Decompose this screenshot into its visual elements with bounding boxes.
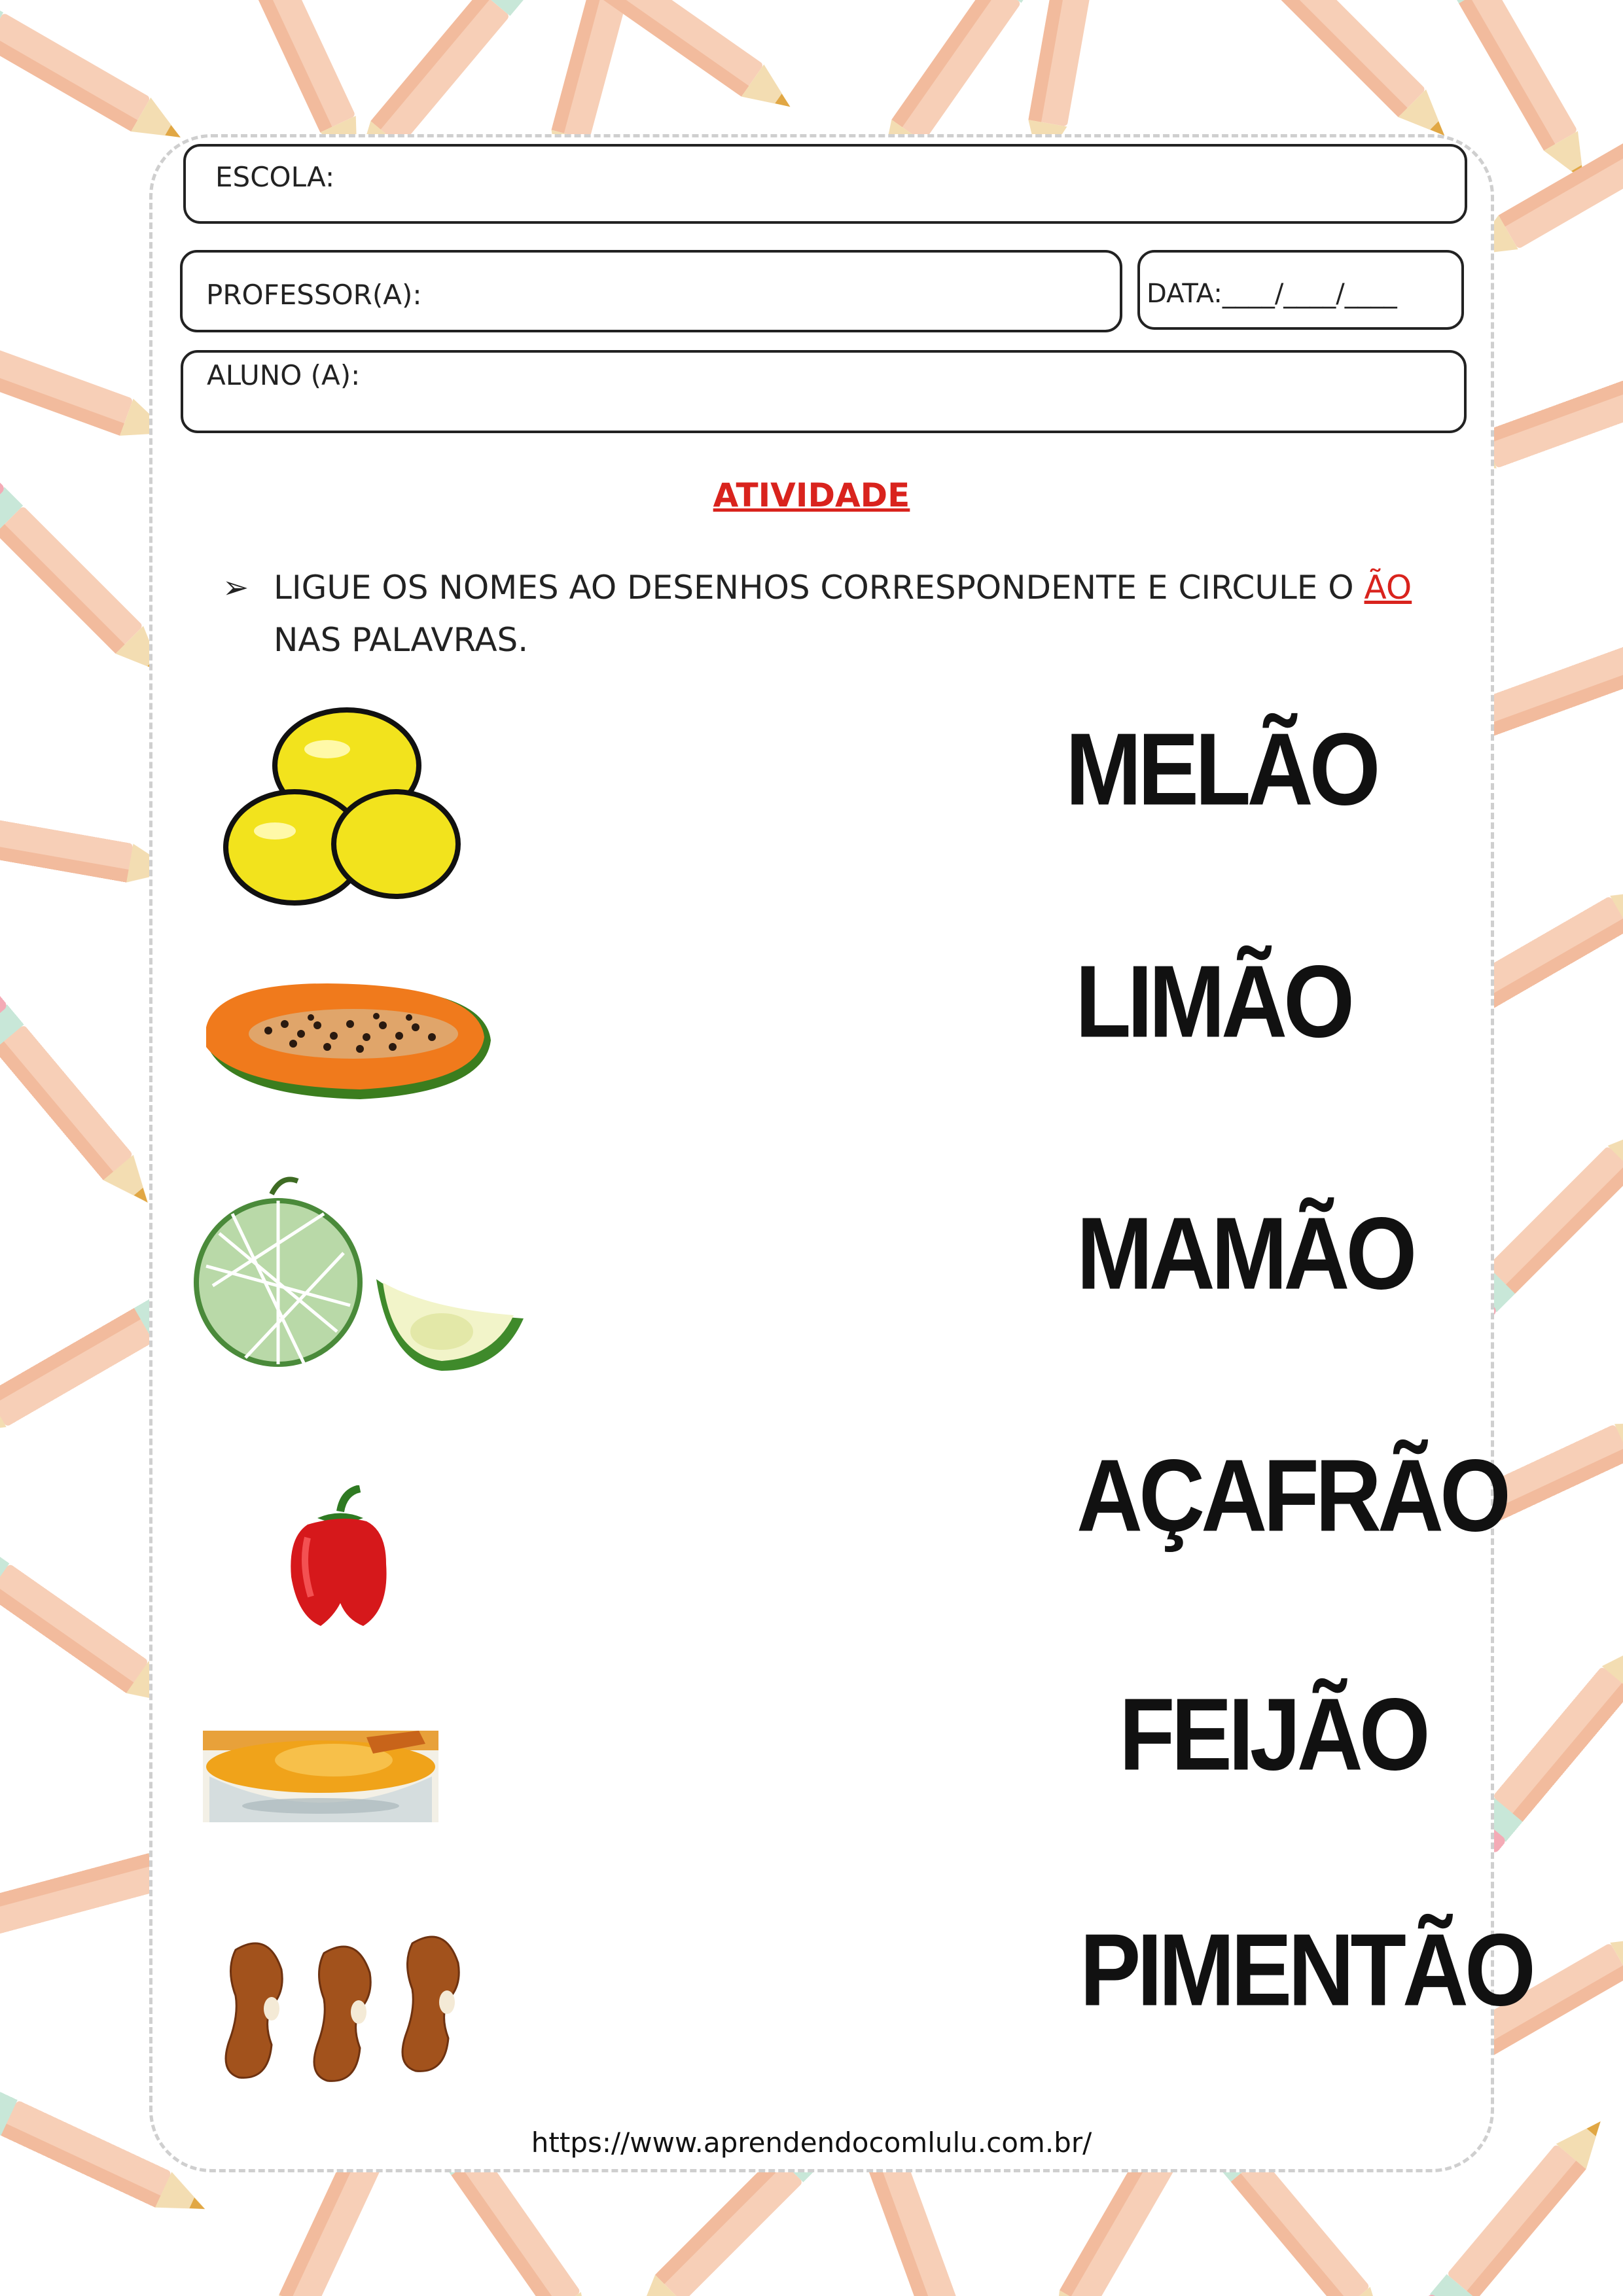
footer-url[interactable]: https://www.aprendendocomlulu.com.br/ [531,2127,1092,2159]
school-field[interactable] [183,144,1467,224]
melon-icon[interactable] [193,1174,533,1384]
date-label: DATA:____/____/____ [1147,279,1397,309]
worksheet-sheet [149,134,1494,2172]
arrow-bullet-icon: ➢ [223,569,249,606]
instruction-part-1: LIGUE OS NOMES AO DESENHOS CORRESPONDENTE E CIRCULE O [274,569,1364,607]
date-field[interactable] [1137,250,1464,330]
word-acafrao[interactable]: AÇAFRÃO [1077,1438,1507,1553]
word-pimentao[interactable]: PIMENTÃO [1080,1912,1532,2028]
student-label: ALUNO (A): [207,359,361,391]
instruction-highlight: ÃO [1364,569,1412,607]
word-limao[interactable]: LIMÃO [1075,944,1351,1059]
bell-pepper-icon[interactable] [281,1485,399,1636]
word-mamao[interactable]: MAMÃO [1077,1195,1414,1311]
activity-title: ATIVIDADE [713,476,910,514]
word-melao[interactable]: MELÃO [1065,711,1377,827]
saffron-bowl-icon[interactable] [203,1731,438,1822]
teacher-field[interactable] [180,250,1122,332]
teacher-label: PROFESSOR(A): [206,279,422,311]
beans-icon[interactable] [223,1930,484,2087]
student-field[interactable] [181,350,1467,433]
instruction-text [274,561,1465,666]
word-feijao[interactable]: FEIJÃO [1119,1676,1427,1792]
lemons-icon[interactable] [223,703,471,913]
school-label: ESCOLA: [215,161,335,193]
instruction-part-2: NAS PALAVRAS. [274,621,529,659]
papaya-icon[interactable] [196,978,497,1109]
